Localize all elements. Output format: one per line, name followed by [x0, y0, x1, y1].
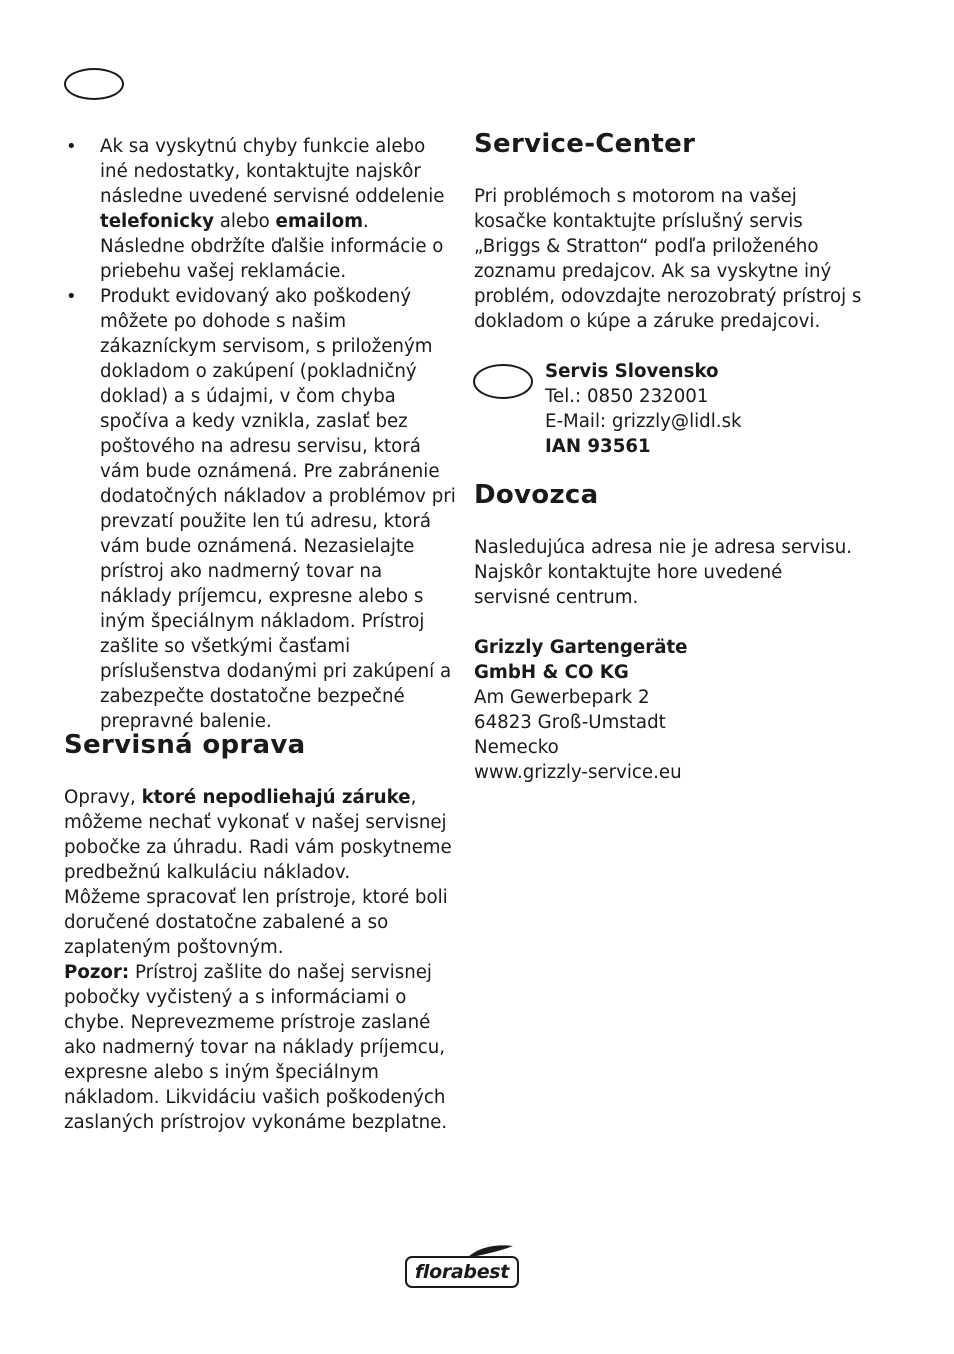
country-badge [64, 68, 124, 100]
list-item: • Ak sa vyskytnú chyby funkcie alebo iné nedostatky, kontaktujte najskôr následne uvedené servisné oddelenie telefonicky alebo emailom. Následne obdržíte ďalšie informácie o priebehu vašej reklamácie. [64, 134, 456, 284]
importer-note: Nasledujúca adresa nie je adresa servisu. Najskôr kontaktujte hore uvedené servisné centrum. [474, 537, 853, 608]
country-badge-sk [473, 364, 533, 399]
website: www.grizzly-service.eu [474, 762, 682, 783]
servis-slovensko-contact [545, 359, 865, 459]
servis-phone: Tel.: 0850 232001 [545, 386, 709, 407]
repair-paragraph-1: Opravy, ktoré nepodliehajú záruke, môžeme nechať vykonať v našej servisnej pobočke za úhradu. Radi vám poskytneme predbežnú kalkuláciu nákladov. [64, 787, 452, 883]
service-center-text: Pri problémoch s motorom na vašej kosačke kontaktujte príslušný servis „Briggs & Stratton“ podľa priloženého zoznamu predajcov. Ak sa vyskytne iný problém, odovzdajte nerozobratý prístroj s dokladom o kúpe a záruke predajcovi. [474, 186, 862, 332]
importer-address [474, 635, 864, 785]
address-city: 64823 Groß-Umstadt [474, 712, 666, 733]
servis-email: E-Mail: grizzly@lidl.sk [545, 411, 742, 432]
importer-heading: Dovozca [474, 480, 599, 510]
service-center-heading: Service-Center [474, 129, 696, 159]
company-name-line2: GmbH & CO KG [474, 662, 629, 683]
bullet-list [64, 134, 456, 734]
bold-phone: telefonicky [100, 211, 214, 232]
address-street: Am Gewerbepark 2 [474, 687, 650, 708]
repair-paragraph-2: Môžeme spracovať len prístroje, ktoré boli doručené dostatočne zabalené a so zaplateným poštovným. [64, 887, 448, 958]
address-country: Nemecko [474, 737, 559, 758]
left-column [64, 134, 456, 734]
repair-paragraph-3: Pozor: Prístroj zašlite do našej servisnej pobočky vyčistený a s informáciami o chybe. Neprevezmeme prístroje zaslané ako nadmerný tovar na náklady príjemcu, expresne alebo s iným špeciálnym nákladom. Likvidáciu vašich poškodených zaslaných prístrojov vykonáme bezplatne. [64, 962, 448, 1133]
repair-heading: Servisná oprava [64, 730, 306, 760]
bold-email: emailom [275, 211, 364, 232]
servis-name: Servis Slovensko [545, 361, 719, 382]
servis-ian: IAN 93561 [545, 436, 651, 457]
company-name-line1: Grizzly Gartengeräte [474, 637, 688, 658]
repair-section [64, 785, 456, 1135]
florabest-logo [405, 1250, 519, 1290]
list-item: • Produkt evidovaný ako poškodený môžete po dohode s našim zákazníckym servisom, s priloženým dokladom o zakúpení (pokladničný doklad) a s údajmi, v čom chyba spočíva a kedy vznikla, zaslať bez poštového na adresu servisu, ktorá vám bude oznámená. Pre zabránenie dodatočných nákladov a problémov pri prevzatí použite len tú adresu, ktorá vám bude oznámená. Nezasielajte prístroj ako nadmerný tovar na náklady príjemcu, expresne alebo s iným špeciálnym nákladom. Prístroj zašlite so všetkými časťami príslušenstva dodanými pri zakúpení a zabezpečte dostatočne bezpečné prepravné balenie. [64, 284, 456, 734]
logo-wordmark: florabest [405, 1256, 519, 1288]
